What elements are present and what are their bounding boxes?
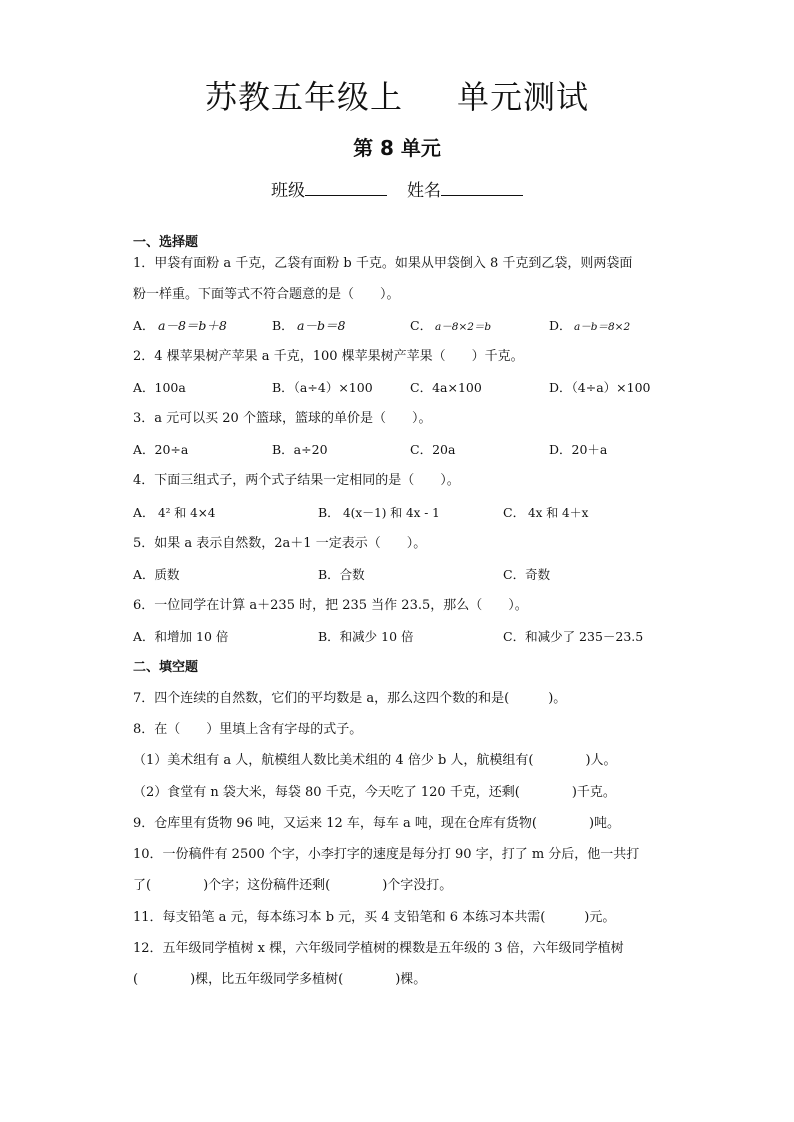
- q1-option-d-label: D．: [549, 318, 572, 333]
- q6-option-c[interactable]: C．和减少了 235－23.5: [503, 629, 644, 644]
- q11-text: 11．每支铅笔 a 元，每本练习本 b 元，买 4 支铅笔和 6 本练习本共需( )元。: [133, 910, 616, 925]
- q2-option-d[interactable]: D．（4÷a）×100: [549, 380, 651, 395]
- title-grade: 苏教五年级上: [204, 78, 403, 116]
- q3-text: 3．a 元可以买 20 个篮球，篮球的单价是（ ）。: [133, 411, 432, 426]
- name-blank[interactable]: [441, 179, 523, 196]
- q6-option-b[interactable]: B．和减少 10 倍: [318, 629, 414, 644]
- q5-option-a[interactable]: A．质数: [133, 567, 180, 582]
- q7-text: 7．四个连续的自然数，它们的平均数是 a，那么这四个数的和是( )。: [133, 691, 567, 706]
- q1-option-b-label: B．: [272, 318, 294, 333]
- q1-option-c[interactable]: a－8×2＝b: [435, 321, 492, 333]
- q1-option-d[interactable]: a－b＝8×2: [574, 321, 631, 333]
- q10-line2: 了( )个字；这份稿件还剩( )个字没打。: [133, 878, 453, 893]
- q6-option-a[interactable]: A．和增加 10 倍: [133, 629, 229, 644]
- page-title: [0, 72, 794, 118]
- q8-part1: （1）美术组有 a 人，航模组人数比美术组的 4 倍少 b 人，航模组有( )人。: [133, 753, 617, 768]
- q2-option-a[interactable]: A．100a: [133, 380, 186, 395]
- q1-option-c-label: C．: [410, 318, 433, 333]
- q1-line2: 粉一样重。下面等式不符合题意的是（ ）。: [133, 287, 400, 302]
- q1-option-a-label: A．: [133, 318, 155, 333]
- q4-option-c[interactable]: 4x 和 4＋x: [528, 506, 589, 520]
- q2-option-c[interactable]: C．4a×100: [410, 380, 482, 395]
- q3-option-b[interactable]: B．a÷20: [272, 442, 328, 457]
- class-label: 班级: [271, 181, 305, 201]
- q9-text: 9．仓库里有货物 96 吨，又运来 12 车，每车 a 吨，现在仓库有货物( )吨。: [133, 816, 621, 831]
- q5-text: 5．如果 a 表示自然数，2a＋1 一定表示（ ）。: [133, 536, 427, 551]
- q5-option-b[interactable]: B．合数: [318, 567, 365, 582]
- q5-option-c[interactable]: C．奇数: [503, 567, 551, 582]
- q4-option-b-label: B．: [318, 505, 340, 520]
- q3-option-c[interactable]: C．20a: [410, 442, 456, 457]
- q3-option-a[interactable]: A．20÷a: [133, 442, 189, 457]
- unit-heading: 第 8 单元: [353, 136, 441, 160]
- q2-text: 2．4 棵苹果树产苹果 a 千克，100 棵苹果树产苹果（ ）千克。: [133, 349, 524, 364]
- q12-line1: 12．五年级同学植树 x 棵，六年级同学植树的棵数是五年级的 3 倍，六年级同学植树: [133, 941, 624, 956]
- q1-line1: 1．甲袋有面粉 a 千克，乙袋有面粉 b 千克。如果从甲袋倒入 8 千克到乙袋，则两袋面: [133, 256, 633, 271]
- q3-option-d[interactable]: D．20＋a: [549, 442, 608, 457]
- q4-text: 4．下面三组式子，两个式子结果一定相同的是（ ）。: [133, 473, 460, 488]
- q4-option-a[interactable]: 4² 和 4×4: [158, 506, 216, 520]
- q4-option-c-label: C．: [503, 505, 526, 520]
- student-info-line: [0, 176, 794, 201]
- q8-text: 8．在（ ）里填上含有字母的式子。: [133, 722, 363, 737]
- title-test: 单元测试: [457, 78, 590, 116]
- q2-option-b[interactable]: B．（a÷4）×100: [272, 380, 373, 395]
- class-blank[interactable]: [305, 179, 387, 196]
- q12-line2: ( )棵，比五年级同学多植树( )棵。: [133, 972, 427, 987]
- section-choice-heading: 一、选择题: [133, 235, 199, 250]
- q1-option-b[interactable]: a－b＝8: [297, 318, 346, 333]
- section-fill-heading: 二、填空题: [133, 660, 199, 675]
- q4-option-b[interactable]: 4(x－1) 和 4x - 1: [343, 506, 440, 520]
- q1-option-a[interactable]: a－8＝b＋8: [158, 318, 227, 333]
- q4-option-a-label: A．: [133, 505, 155, 520]
- q8-part2: （2）食堂有 n 袋大米，每袋 80 千克，今天吃了 120 千克，还剩( )千克。: [133, 785, 616, 800]
- q10-line1: 10．一份稿件有 2500 个字，小李打字的速度是每分打 90 字，打了 m 分后，他一共打: [133, 847, 640, 862]
- name-label: 姓名: [407, 181, 441, 201]
- q6-text: 6．一位同学在计算 a＋235 时，把 235 当作 23.5，那么（ ）。: [133, 598, 528, 613]
